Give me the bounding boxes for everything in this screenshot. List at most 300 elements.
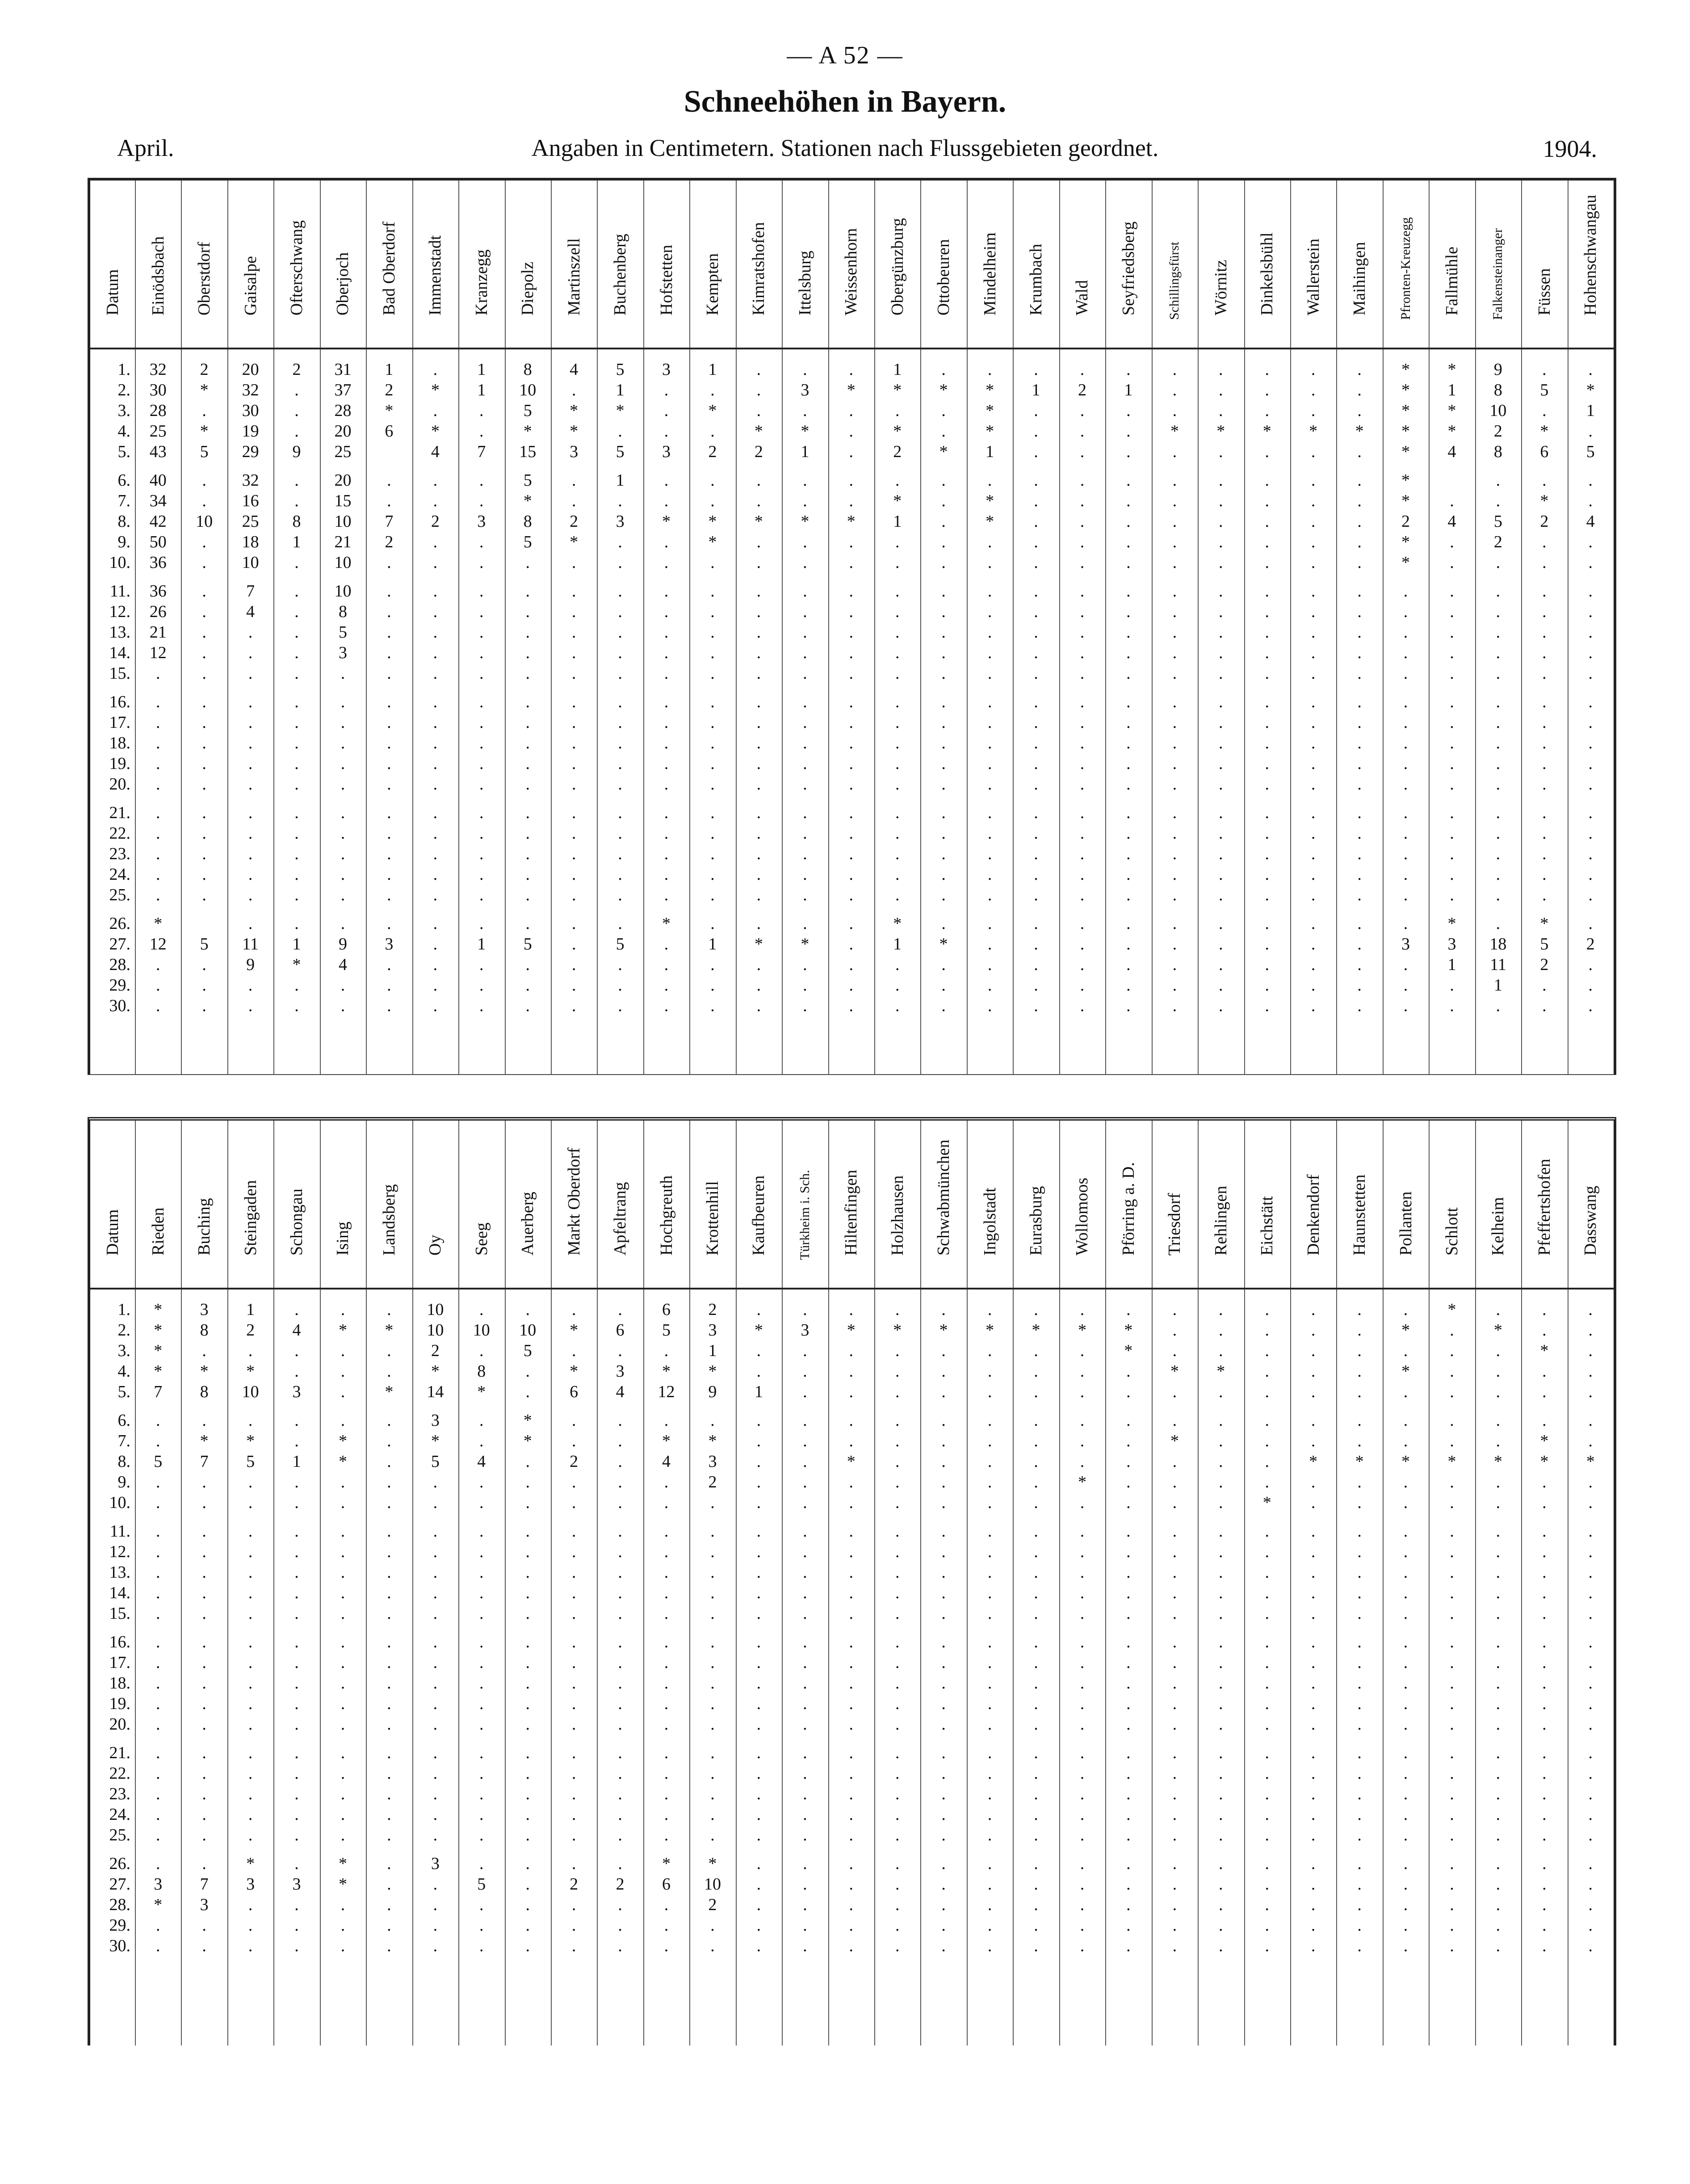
value-cell: . xyxy=(710,1785,715,1803)
value-cell: . xyxy=(1172,1563,1177,1582)
value-cell: . xyxy=(571,865,576,884)
value-cell: . xyxy=(803,360,807,379)
value-cell: . xyxy=(1265,996,1269,1015)
value-cell: . xyxy=(340,1633,345,1651)
value-cell: . xyxy=(1357,1522,1362,1541)
value-cell: . xyxy=(664,754,669,773)
station-column xyxy=(412,1121,459,2045)
value-cell: . xyxy=(1080,1583,1085,1602)
value-cell: * xyxy=(1170,1362,1179,1381)
value-cell: . xyxy=(1080,935,1085,953)
station-column xyxy=(320,1121,367,2045)
station-name: Mindelheim xyxy=(980,232,999,315)
value-cell: . xyxy=(664,623,669,642)
value-cell: . xyxy=(756,1674,761,1693)
value-cell: 3 xyxy=(1447,935,1456,953)
value-cell: 5 xyxy=(200,442,209,461)
station-column xyxy=(874,181,921,1074)
value-cell: . xyxy=(1588,1432,1593,1450)
value-cell: 1 xyxy=(477,935,486,953)
value-cell: * xyxy=(523,1432,532,1450)
value-cell: . xyxy=(941,401,946,420)
value-cell: 3 xyxy=(431,1411,440,1430)
value-cell: 7 xyxy=(200,1452,209,1471)
value-cell: . xyxy=(1357,775,1362,794)
value-cell: . xyxy=(710,422,715,441)
value-cell: . xyxy=(1265,935,1269,953)
value-cell: . xyxy=(987,664,992,683)
station-name: Kempten xyxy=(703,253,722,315)
value-cell: . xyxy=(479,1563,484,1582)
value-cell: . xyxy=(1126,582,1131,601)
value-cell: . xyxy=(895,1826,900,1844)
value-cell: . xyxy=(618,1341,622,1360)
value-cell: . xyxy=(202,1674,206,1693)
value-cell: . xyxy=(1357,664,1362,683)
value-cell: . xyxy=(710,693,715,711)
value-cell: * xyxy=(200,1432,209,1450)
value-cell: . xyxy=(941,976,946,995)
value-cell: . xyxy=(756,1411,761,1430)
value-cell: . xyxy=(941,422,946,441)
value-cell: . xyxy=(248,803,253,822)
value-cell: . xyxy=(987,775,992,794)
value-cell: 6 xyxy=(570,1382,579,1401)
station-name: Schongau xyxy=(287,1189,306,1256)
value-cell: 34 xyxy=(149,491,167,510)
value-cell: . xyxy=(1357,955,1362,974)
value-cell: . xyxy=(525,582,530,601)
value-cell: . xyxy=(941,1633,946,1651)
value-cell: . xyxy=(710,381,715,399)
value-cell: . xyxy=(1034,1432,1038,1450)
value-cell: 26 xyxy=(149,602,167,621)
value-cell: . xyxy=(756,844,761,863)
value-cell: . xyxy=(803,1362,807,1381)
value-cell: . xyxy=(202,602,206,621)
value-cell: . xyxy=(1403,1653,1408,1672)
station-column xyxy=(1521,181,1568,1074)
value-cell: . xyxy=(803,713,807,732)
station-column xyxy=(597,181,644,1074)
value-cell: . xyxy=(1588,1522,1593,1541)
value-cell: . xyxy=(1311,1743,1316,1762)
value-cell: * xyxy=(1124,1321,1133,1340)
station-column xyxy=(135,1121,182,2045)
value-cell: . xyxy=(155,713,160,732)
value-cell: . xyxy=(1080,1563,1085,1582)
value-cell: . xyxy=(387,914,391,933)
value-cell: . xyxy=(479,824,484,843)
value-cell: . xyxy=(1542,1321,1547,1340)
station-column xyxy=(1105,1121,1152,2045)
value-cell: . xyxy=(1403,914,1408,933)
value-cell: 2 xyxy=(708,1895,717,1914)
value-cell: . xyxy=(1496,1522,1501,1541)
day-label: 28. xyxy=(109,955,130,974)
value-cell: . xyxy=(479,664,484,683)
value-cell: . xyxy=(1450,1694,1454,1713)
value-cell: . xyxy=(1542,602,1547,621)
value-cell: . xyxy=(525,713,530,732)
value-cell: . xyxy=(387,1633,391,1651)
value-cell: . xyxy=(1542,643,1547,662)
day-label: 1. xyxy=(117,1300,130,1319)
value-cell: . xyxy=(1357,844,1362,863)
value-cell: . xyxy=(1172,1715,1177,1734)
value-cell: . xyxy=(895,1715,900,1734)
value-cell: . xyxy=(525,775,530,794)
value-cell: . xyxy=(710,865,715,884)
value-cell: . xyxy=(849,1382,854,1401)
value-cell: . xyxy=(1219,1382,1223,1401)
value-cell: . xyxy=(571,886,576,904)
value-cell: * xyxy=(801,935,809,953)
value-cell: . xyxy=(710,553,715,572)
value-cell: . xyxy=(433,1653,438,1672)
value-cell: . xyxy=(1450,643,1454,662)
value-cell: 3 xyxy=(385,935,394,953)
value-cell: . xyxy=(710,844,715,863)
value-cell: . xyxy=(1034,1743,1038,1762)
value-cell xyxy=(1429,470,1475,491)
station-name: Weissenhorn xyxy=(842,228,861,315)
value-cell: 2 xyxy=(1401,512,1410,531)
value-cell: . xyxy=(1034,1583,1038,1602)
value-cell: . xyxy=(248,996,253,1015)
value-cell: . xyxy=(1172,865,1177,884)
value-cell: . xyxy=(294,844,299,863)
value-cell: . xyxy=(618,713,622,732)
value-cell: 7 xyxy=(246,582,255,601)
value-cell: 2 xyxy=(200,360,209,379)
value-cell: 8 xyxy=(200,1321,209,1340)
value-cell: . xyxy=(433,643,438,662)
value-cell: . xyxy=(710,1936,715,1955)
value-cell: . xyxy=(1403,1382,1408,1401)
value-cell: . xyxy=(387,754,391,773)
value-cell: . xyxy=(1265,360,1269,379)
value-cell: * xyxy=(754,512,763,531)
value-cell: . xyxy=(1403,693,1408,711)
value-cell: * xyxy=(477,1382,486,1401)
day-label: 15. xyxy=(109,1604,130,1623)
value-cell: . xyxy=(571,1916,576,1935)
value-cell: . xyxy=(1126,1452,1131,1471)
value-cell: . xyxy=(155,865,160,884)
value-cell: . xyxy=(803,1764,807,1783)
value-cell: 1 xyxy=(1493,976,1502,995)
value-cell: . xyxy=(803,1382,807,1401)
value-cell: . xyxy=(1034,1694,1038,1713)
value-cell: . xyxy=(987,1936,992,1955)
value-cell: . xyxy=(618,533,622,551)
value-cell: . xyxy=(248,1653,253,1672)
value-cell: . xyxy=(571,1854,576,1873)
value-cell: . xyxy=(479,582,484,601)
value-cell: . xyxy=(1172,1936,1177,1955)
value-cell: . xyxy=(895,803,900,822)
value-cell: . xyxy=(525,1916,530,1935)
value-cell: . xyxy=(1080,1936,1085,1955)
value-cell: . xyxy=(664,1522,669,1541)
day-label: 14. xyxy=(109,1583,130,1602)
value-cell: . xyxy=(1172,935,1177,953)
value-cell: . xyxy=(756,602,761,621)
value-cell: . xyxy=(1311,803,1316,822)
value-cell: . xyxy=(1496,1854,1501,1873)
value-cell: . xyxy=(1080,1432,1085,1450)
value-cell: . xyxy=(202,1563,206,1582)
value-cell: . xyxy=(710,1411,715,1430)
value-cell: . xyxy=(1311,1633,1316,1651)
station-column xyxy=(967,1121,1014,2045)
value-cell: . xyxy=(664,1743,669,1762)
value-cell: 10 xyxy=(519,1321,537,1340)
value-cell: 20 xyxy=(334,471,352,490)
station-column xyxy=(782,1121,829,2045)
value-cell: . xyxy=(803,533,807,551)
value-cell: . xyxy=(155,886,160,904)
value-cell: . xyxy=(1588,422,1593,441)
value-cell: . xyxy=(1588,693,1593,711)
station-name: Steingaden xyxy=(241,1180,260,1256)
value-cell: . xyxy=(433,360,438,379)
value-cell: . xyxy=(525,1382,530,1401)
value-cell: . xyxy=(202,1854,206,1873)
value-cell: . xyxy=(849,1473,854,1491)
value-cell: . xyxy=(1403,886,1408,904)
value-cell: . xyxy=(387,1583,391,1602)
value-cell: . xyxy=(1450,1382,1454,1401)
station-name: Türkheim i. Sch. xyxy=(797,1170,812,1260)
value-cell: . xyxy=(1126,512,1131,531)
value-cell: . xyxy=(340,1563,345,1582)
value-cell: . xyxy=(1034,664,1038,683)
value-cell: . xyxy=(710,664,715,683)
value-cell: . xyxy=(1588,803,1593,822)
value-cell: . xyxy=(618,955,622,974)
value-cell: . xyxy=(1588,360,1593,379)
value-cell: . xyxy=(571,1522,576,1541)
value-cell: . xyxy=(895,664,900,683)
value-cell: . xyxy=(1219,1826,1223,1844)
value-cell: . xyxy=(1496,1542,1501,1561)
value-cell: . xyxy=(1080,914,1085,933)
station-column xyxy=(505,1121,552,2045)
value-cell: . xyxy=(1311,1300,1316,1319)
value-cell: . xyxy=(1126,1522,1131,1541)
value-cell: . xyxy=(571,976,576,995)
value-cell: . xyxy=(1450,824,1454,843)
value-cell: . xyxy=(1542,1826,1547,1844)
value-cell: . xyxy=(1496,664,1501,683)
value-cell: . xyxy=(340,824,345,843)
day-label: 9. xyxy=(117,533,130,551)
value-cell: 29 xyxy=(242,442,259,461)
value-cell: . xyxy=(479,1341,484,1360)
station-column xyxy=(458,1121,505,2045)
value-cell: . xyxy=(1403,996,1408,1015)
value-cell: * xyxy=(662,1432,671,1450)
value-cell: . xyxy=(155,775,160,794)
value-cell: * xyxy=(1170,1432,1179,1450)
value-cell: 2 xyxy=(708,1473,717,1491)
value-cell: . xyxy=(849,1542,854,1561)
day-label: 16. xyxy=(109,693,130,711)
value-cell: . xyxy=(1219,1300,1223,1319)
value-cell: . xyxy=(340,1715,345,1734)
station-column xyxy=(1521,1121,1568,2045)
value-cell: . xyxy=(803,1895,807,1914)
station-name: Ofterschwang xyxy=(287,220,306,315)
value-cell: . xyxy=(1450,1936,1454,1955)
value-cell: 2 xyxy=(1586,935,1595,953)
value-cell: . xyxy=(525,1604,530,1623)
value-cell: . xyxy=(433,1604,438,1623)
value-cell: . xyxy=(294,1583,299,1602)
value-cell: . xyxy=(803,734,807,752)
value-cell: . xyxy=(1542,996,1547,1015)
month-label: April. xyxy=(117,134,174,161)
value-cell: . xyxy=(248,1604,253,1623)
value-cell: . xyxy=(803,1300,807,1319)
value-cell: . xyxy=(387,1604,391,1623)
value-cell: . xyxy=(340,1493,345,1512)
value-cell: 4 xyxy=(338,955,347,974)
value-cell: . xyxy=(571,734,576,752)
day-label: 26. xyxy=(109,914,130,933)
station-column xyxy=(1013,1121,1060,2045)
value-cell: . xyxy=(387,976,391,995)
value-cell: . xyxy=(340,1411,345,1430)
value-cell: * xyxy=(939,381,948,399)
value-cell: . xyxy=(618,865,622,884)
value-cell: . xyxy=(1172,1321,1177,1340)
value-cell: 42 xyxy=(149,512,167,531)
station-name: Buchenberg xyxy=(611,234,630,315)
value-cell: 8 xyxy=(200,1382,209,1401)
day-label: 3. xyxy=(117,1341,130,1360)
value-cell: . xyxy=(756,1653,761,1672)
value-cell: . xyxy=(1588,1473,1593,1491)
value-cell: . xyxy=(155,1785,160,1803)
value-cell: . xyxy=(618,1653,622,1672)
value-cell: . xyxy=(849,1743,854,1762)
value-cell: . xyxy=(479,955,484,974)
station-column xyxy=(1475,181,1522,1074)
value-cell: . xyxy=(1265,713,1269,732)
value-cell: . xyxy=(525,602,530,621)
value-cell: . xyxy=(1265,1583,1269,1602)
value-cell: . xyxy=(571,693,576,711)
day-label: 28. xyxy=(109,1895,130,1914)
value-cell: . xyxy=(1126,664,1131,683)
value-cell: . xyxy=(803,623,807,642)
value-cell: 3 xyxy=(662,360,671,379)
value-cell: . xyxy=(433,996,438,1015)
value-cell: . xyxy=(294,422,299,441)
value-cell: . xyxy=(571,1473,576,1491)
station-name: Obergünzburg xyxy=(888,218,907,315)
station-column xyxy=(920,1121,967,2045)
value-cell: . xyxy=(1403,803,1408,822)
value-cell: . xyxy=(1311,1764,1316,1783)
value-cell: . xyxy=(340,844,345,863)
value-cell: . xyxy=(571,491,576,510)
value-cell: . xyxy=(1450,754,1454,773)
value-cell: . xyxy=(571,713,576,732)
value-cell: . xyxy=(618,996,622,1015)
value-cell: . xyxy=(1588,1826,1593,1844)
value-cell: . xyxy=(433,1785,438,1803)
value-cell: . xyxy=(895,471,900,490)
value-cell: . xyxy=(756,996,761,1015)
value-cell: . xyxy=(1265,775,1269,794)
value-cell: 1 xyxy=(292,935,301,953)
value-cell: . xyxy=(1034,491,1038,510)
value-cell: . xyxy=(571,1743,576,1762)
value-cell: . xyxy=(618,1542,622,1561)
value-cell: . xyxy=(433,1936,438,1955)
value-cell: 10 xyxy=(334,512,352,531)
station-name: Wollomoos xyxy=(1073,1177,1092,1256)
value-cell: . xyxy=(1450,1341,1454,1360)
value-cell: * xyxy=(985,512,994,531)
value-cell: . xyxy=(1034,886,1038,904)
value-cell: 1 xyxy=(246,1300,255,1319)
day-label: 21. xyxy=(109,1743,130,1762)
value-cell: . xyxy=(1311,734,1316,752)
value-cell: . xyxy=(1542,824,1547,843)
value-cell: . xyxy=(1357,491,1362,510)
value-cell: . xyxy=(571,1563,576,1582)
value-cell: . xyxy=(618,664,622,683)
value-cell: . xyxy=(1496,623,1501,642)
value-cell: 9 xyxy=(1493,360,1502,379)
value-cell: 8 xyxy=(338,602,347,621)
value-cell: . xyxy=(387,803,391,822)
value-cell: . xyxy=(618,1916,622,1935)
value-cell: . xyxy=(1080,1916,1085,1935)
value-cell: . xyxy=(1080,491,1085,510)
value-cell: . xyxy=(387,844,391,863)
value-cell: . xyxy=(1542,1583,1547,1602)
value-cell: . xyxy=(202,664,206,683)
value-cell: . xyxy=(1357,1743,1362,1762)
value-cell: * xyxy=(893,491,902,510)
value-cell: . xyxy=(756,886,761,904)
value-cell: 2 xyxy=(246,1321,255,1340)
day-label: 9. xyxy=(117,1473,130,1491)
value-cell: * xyxy=(1170,422,1179,441)
station-column xyxy=(736,1121,783,2045)
value-cell: . xyxy=(756,381,761,399)
value-cell: . xyxy=(895,844,900,863)
day-label: 20. xyxy=(109,1715,130,1734)
value-cell: . xyxy=(710,775,715,794)
value-cell: . xyxy=(1588,553,1593,572)
day-label: 17. xyxy=(109,1653,130,1672)
value-cell: 4 xyxy=(616,1382,625,1401)
value-cell: . xyxy=(664,976,669,995)
value-cell: . xyxy=(1265,1936,1269,1955)
value-cell: * xyxy=(1401,381,1410,399)
value-cell: . xyxy=(1496,713,1501,732)
value-cell: . xyxy=(479,693,484,711)
value-cell: * xyxy=(431,381,440,399)
value-cell: * xyxy=(616,401,625,420)
